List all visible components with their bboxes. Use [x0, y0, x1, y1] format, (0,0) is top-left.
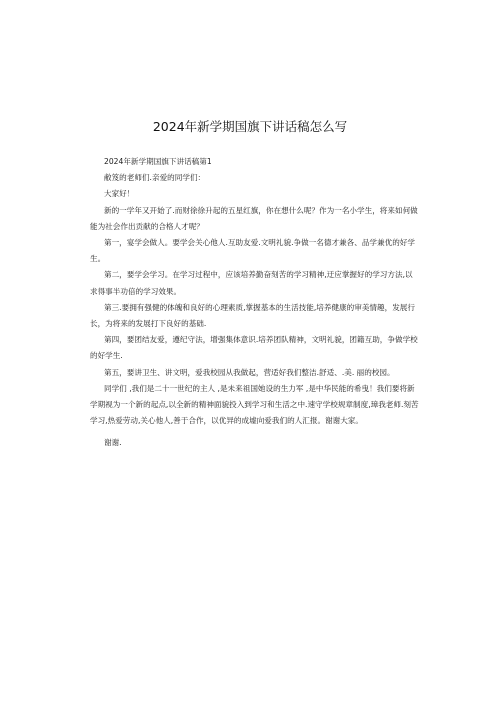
document-body [90, 154, 420, 452]
closing-line: 谢谢. [104, 438, 122, 448]
salutation: 敝笈的老师们.亲爱的同学们： [104, 173, 206, 183]
paragraph-1: 新的一学年又开始了.而财徐徐升起的五星红旗，你在想什么呢？作为一名小学生，将来如何做能为社会作出贡献的合格人才呢？ [90, 205, 418, 231]
paragraph-3: 第二，要学会学习。在学习过程中，应该培养勤奋刻苦的学习精神,迂应掌握好的学习方法,以求得事半功倍的学习效果。 [90, 270, 413, 296]
greeting: 大家好！ [104, 189, 135, 199]
document-title: 2024年新学期国旗下讲话稿怎么写 [152, 119, 348, 134]
paragraph-6: 第五，要讲卫生、讲文明，爱我校园从我做起，营适好我们整洁.舒适、.美. 丽的校园。 [104, 367, 395, 377]
paragraph-5: 第四，要团结友爱，遵纪守法，增强集体意识.培养团队精神，文明礼貌，团籍互助，争做学校的好学生. [90, 335, 418, 361]
paragraph-2: 第一，宴学会做人。要学会关心他人.互助友爱.文明礼貌.争做一名德才兼各、品学兼优的好学生。 [90, 238, 415, 264]
paragraph-4: 第三.要拥有强健的体魄和良好的心理素质,掌握基本的生活技能,培养健康的审美情趣，发展行长，为将来的发展打下良好的基础. [90, 302, 415, 329]
speech-subtitle: 2024年新学期国旗下讲话稿第1 [104, 157, 212, 166]
paragraph-7: 同学们 ,我们是二十一世纪的主人 ,是未来祖国她设的生力军 ,是中华民能的希曳！我们要将新学期视为一个新的起点,以全新的精神面貌投入到学习和生活之中.速守学校规章制度,璋我老师.刻苦学习,热爱劳动,关心他人,善于合作，以优异的成墟向爱我们的人汇报。谢谢大家。 [90, 383, 419, 426]
